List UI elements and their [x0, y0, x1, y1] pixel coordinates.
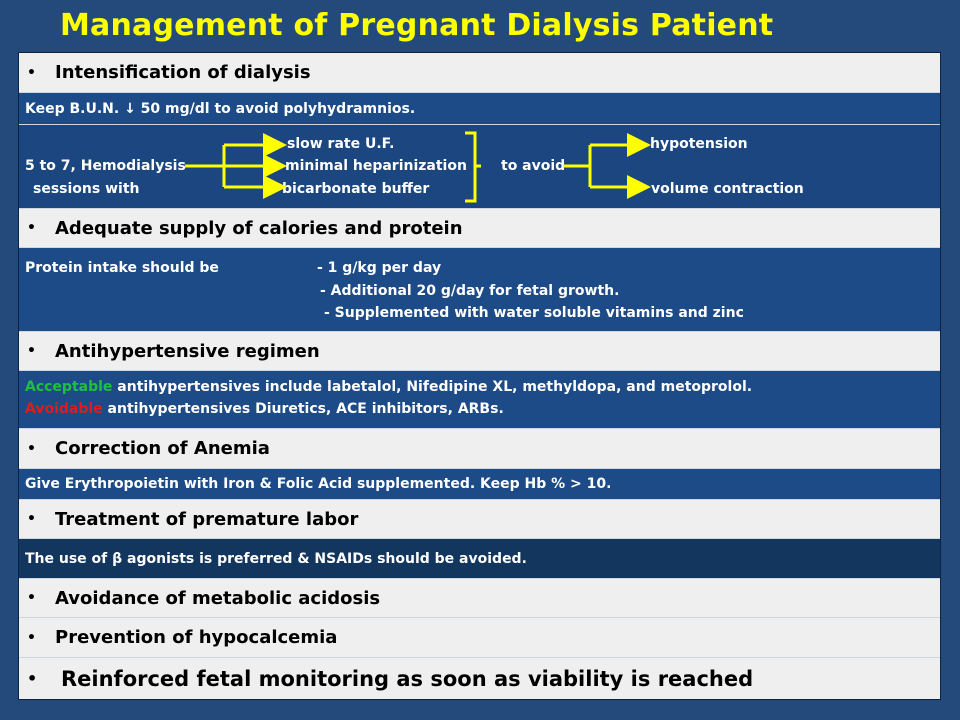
heading-acidosis: Avoidance of metabolic acidosis: [55, 587, 381, 609]
bullet: •: [27, 511, 36, 527]
heading-hypocalcemia: Prevention of hypocalcemia: [55, 627, 338, 648]
protein-item1: - 1 g/kg per day: [317, 260, 442, 276]
bullet: •: [27, 343, 36, 359]
bun-text: Keep B.U.N. ↓ 50 mg/dl to avoid polyhydramnios.: [25, 100, 416, 117]
avoidable-label: Avoidable: [25, 401, 103, 417]
protein-item3: - Supplemented with water soluble vitamins and zinc: [324, 305, 744, 321]
heading-row-monitoring: [19, 658, 940, 699]
heading-labor: Treatment of premature labor: [55, 508, 359, 530]
method-bicarbonate: bicarbonate buffer: [282, 181, 430, 197]
heading-nutrition: Adequate supply of calories and protein: [55, 217, 463, 239]
protein-lead: Protein intake should be: [25, 260, 219, 276]
heading-row-anemia: [19, 429, 940, 469]
heading-row-dialysis: [19, 53, 940, 93]
heading-monitoring: Reinforced fetal monitoring as soon as viability is reached: [61, 666, 754, 691]
page-title: Management of Pregnant Dialysis Patient: [60, 8, 774, 43]
flow-arrows-diagram: [19, 125, 940, 209]
row-bun: [19, 93, 940, 125]
row-hemodialysis-diagram: [19, 125, 940, 209]
bullet: •: [27, 629, 36, 646]
acceptable-line: [25, 379, 752, 395]
heading-anemia: Correction of Anemia: [55, 438, 270, 459]
row-labor-text: [19, 539, 940, 579]
acceptable-label: Acceptable: [25, 379, 113, 395]
heading-antihypertensive: Antihypertensive regimen: [55, 340, 320, 362]
labor-text: The use of β agonists is preferred & NSAIDs should be avoided.: [25, 550, 527, 567]
bullet: •: [27, 590, 36, 606]
heading-row-hypocalcemia: [19, 618, 940, 658]
heading-row-labor: [19, 500, 940, 539]
to-avoid-label: to avoid: [501, 158, 566, 174]
row-protein: [19, 248, 940, 332]
protein-item2: - Additional 20 g/day for fetal growth.: [320, 283, 620, 299]
bracket-icon: [465, 133, 475, 201]
row-anemia-text: [19, 469, 940, 500]
bullet: •: [27, 220, 36, 236]
heading-row-antihypertensive: [19, 332, 940, 371]
avoid-hypotension: hypotension: [650, 136, 748, 152]
method-slow-uf: slow rate U.F.: [287, 136, 395, 152]
method-heparinization: minimal heparinization: [285, 158, 467, 174]
row-antihypertensives: [19, 371, 940, 429]
bullet: •: [27, 440, 36, 457]
heading-row-acidosis: [19, 579, 940, 618]
anemia-text: Give Erythropoietin with Iron & Folic Acid supplemented. Keep Hb % > 10.: [25, 476, 612, 492]
hemo-line2: sessions with: [33, 181, 140, 197]
acceptable-text: antihypertensives include labetalol, Nifedipine XL, methyldopa, and metoprolol.: [112, 379, 753, 395]
management-table: [18, 52, 941, 700]
avoid-volume-contraction: volume contraction: [651, 181, 804, 197]
avoidable-text: antihypertensives Diuretics, ACE inhibitors, ARBs.: [102, 401, 504, 417]
heading-row-nutrition: [19, 209, 940, 248]
bullet: •: [27, 64, 36, 81]
avoidable-line: [25, 401, 504, 417]
hemo-line1: 5 to 7, Hemodialysis: [25, 158, 186, 174]
bullet: •: [27, 669, 38, 688]
heading-dialysis: Intensification of dialysis: [55, 62, 311, 83]
